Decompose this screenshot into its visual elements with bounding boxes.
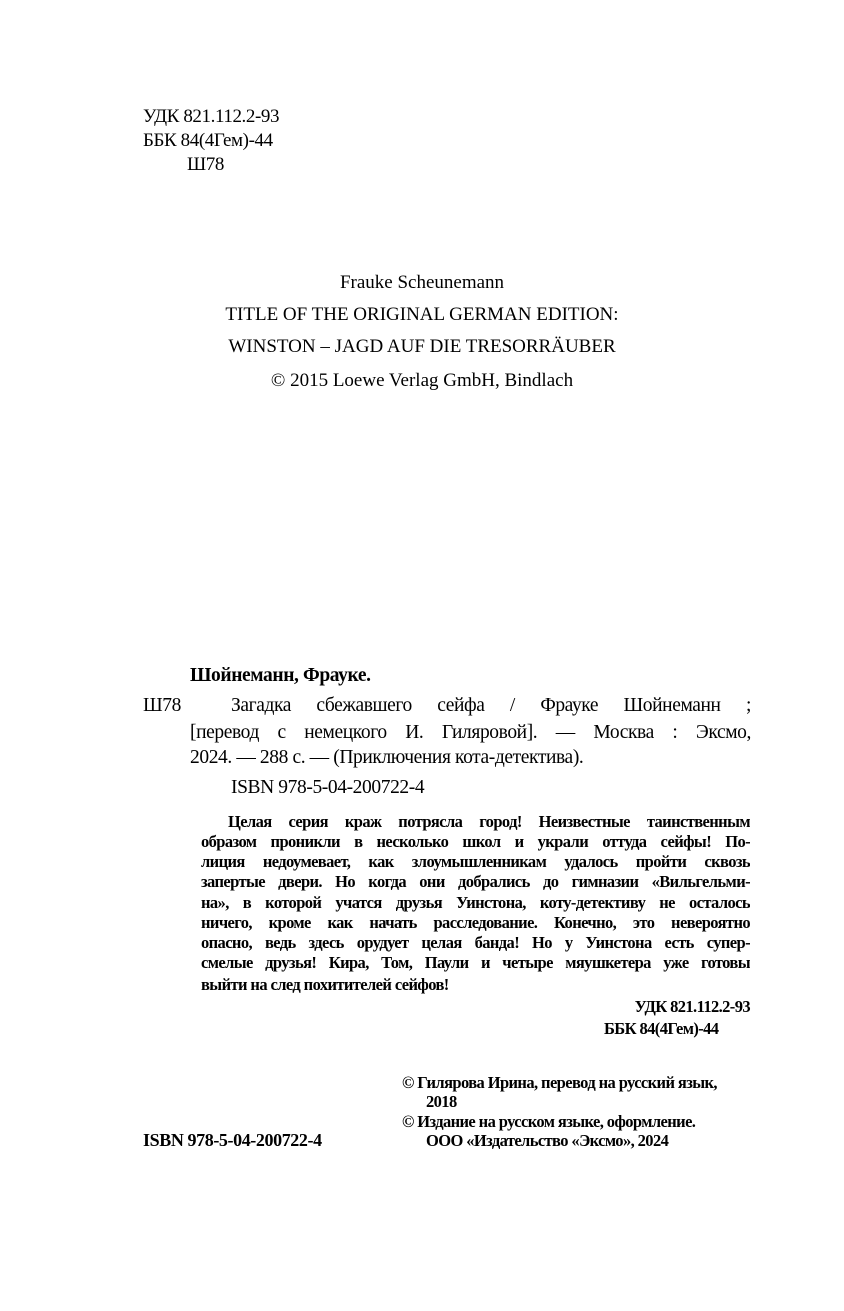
copyright-line: © Издание на русском языке, оформление.	[402, 1112, 696, 1131]
annotation-line: смелые друзья! Кира, Том, Паули и четыре мяушкетера уже готовы	[201, 955, 750, 972]
card-isbn: ISBN 978-5-04-200722-4	[231, 777, 425, 798]
annotation-line: образом проникли в несколько школ и украли оттуда сейфы! По-	[201, 834, 750, 851]
card-heading: Шойнеманн, Фрауке.	[190, 665, 371, 686]
annotation-line: выйти на след похитителей сейфов!	[201, 975, 449, 994]
copyright-line: © Гилярова Ирина, перевод на русский язык,	[402, 1073, 717, 1092]
annotation-bbk: ББК 84(4Гем)-44	[604, 1019, 719, 1038]
original-author: Frauke Scheunemann	[339, 272, 505, 293]
annotation-line: лиция недоумевает, как злоумышленникам удалось пройти сквозь	[201, 854, 750, 871]
annotation-line: Целая серия краж потрясла город! Неизвестные таинственным	[228, 814, 750, 831]
original-title: WINSTON – JAGD AUF DIE TRESORRÄUBER	[228, 336, 616, 357]
udk-code: УДК 821.112.2-93	[143, 106, 280, 127]
footer-isbn: ISBN 978-5-04-200722-4	[143, 1130, 322, 1150]
bbk-code: ББК 84(4Гем)-44	[143, 130, 273, 151]
annotation-line: ничего, кроме как начать расследование. Конечно, это невероятно	[201, 915, 750, 932]
annotation-line: запертые двери. Но когда они добрались до гимназии «Вильгельми-	[201, 874, 750, 891]
original-copyright: © 2015 Loewe Verlag GmbH, Bindlach	[270, 370, 574, 391]
annotation-udk: УДК 821.112.2-93	[634, 997, 750, 1016]
annotation-line: на», в которой учатся друзья Уинстона, коту-детективу не осталось	[201, 895, 750, 912]
card-author-mark: Ш78	[143, 695, 181, 716]
card-line: 2024. — 288 с. — (Приключения кота-детектива).	[190, 747, 584, 768]
card-line: Загадка сбежавшего сейфа / Фрауке Шойнеманн ;	[231, 696, 751, 716]
author-mark: Ш78	[187, 154, 224, 175]
original-title-label: TITLE OF THE ORIGINAL GERMAN EDITION:	[225, 304, 619, 325]
annotation-line: опасно, ведь здесь орудует целая банда! Но у Уинстона есть супер-	[201, 935, 750, 952]
card-line: [перевод с немецкого И. Гиляровой]. — Москва : Эксмо,	[190, 723, 751, 743]
copyright-line: 2018	[426, 1092, 457, 1111]
copyright-line: ООО «Издательство «Эксмо», 2024	[426, 1131, 669, 1150]
